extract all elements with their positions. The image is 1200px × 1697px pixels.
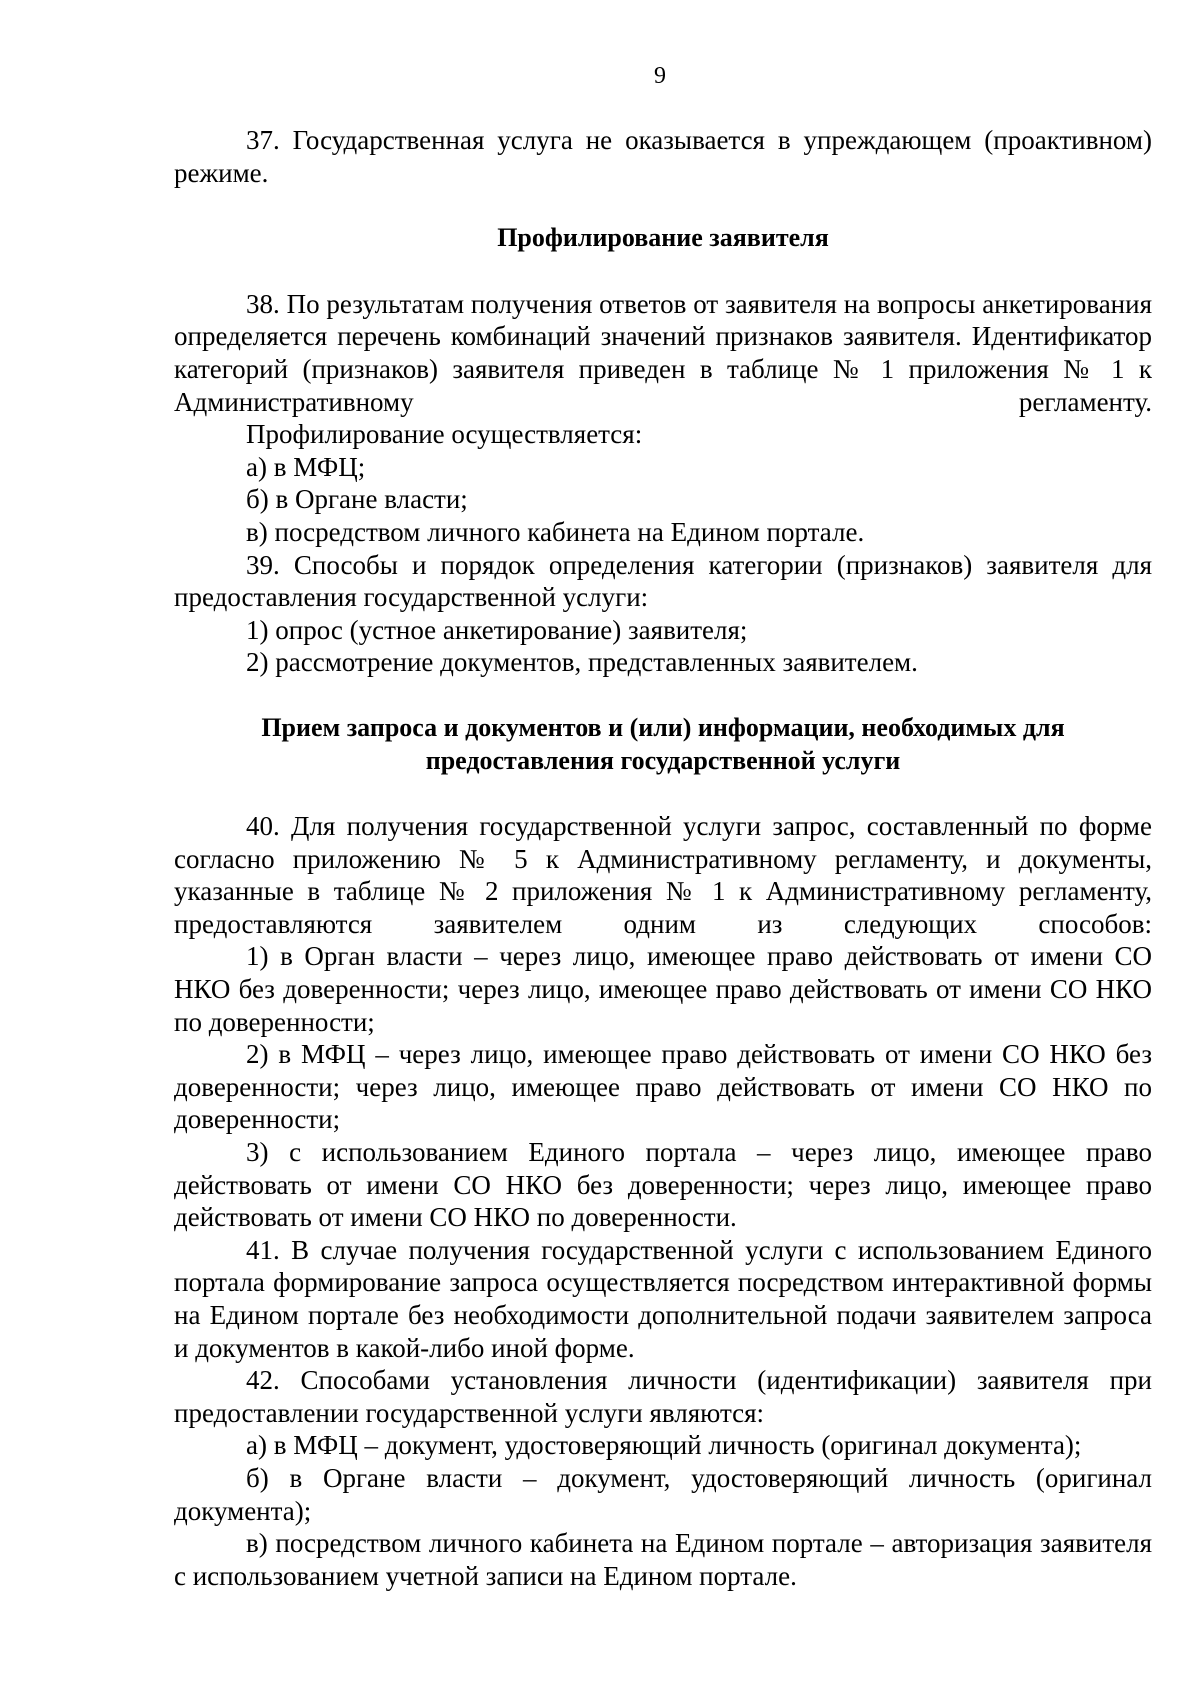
list-item-a-mfc: а) в МФЦ; bbox=[246, 451, 366, 482]
paragraph-39: 39. Способы и порядок определения категории (признаков) заявителя для предоставления государственной услуги: bbox=[174, 549, 1152, 613]
list-item-c-portal: в) посредством личного кабинета на Едином портале. bbox=[246, 516, 865, 547]
list-item-2-documents: 2) рассмотрение документов, представленных заявителем. bbox=[246, 647, 918, 678]
list-item-b-authority: б) в Органе власти; bbox=[246, 484, 468, 515]
paragraph-42: 42. Способами установления личности (идентификации) заявителя при предоставлении государственной услуги являются: bbox=[174, 1365, 1152, 1428]
paragraph-37: 37. Государственная услуга не оказывается в упреждающем (проактивном) режиме. bbox=[174, 125, 1152, 188]
list-item-42-c: в) посредством личного кабинета на Едином портале – авторизация заявителя с использованием учетной записи на Едином портале. bbox=[174, 1528, 1152, 1591]
paragraph-profiling-intro: Профилирование осуществляется: bbox=[246, 419, 643, 450]
section-heading-profiling: Профилирование заявителя bbox=[497, 223, 829, 253]
paragraph-38: 38. По результатам получения ответов от заявителя на вопросы анкетирования определяется перечень комбинаций значений признаков заявителя. Идентификатор категорий (признаков) заявителя приведен в таблице № 1 приложения № 1 к Административному регламенту. bbox=[174, 288, 1152, 417]
section-heading-request-line2: предоставления государственной услуги bbox=[425, 745, 901, 775]
list-item-42-b: б) в Органе власти – документ, удостоверяющий личность (оригинал документа); bbox=[174, 1462, 1152, 1526]
list-item-40-1: 1) в Орган власти – через лицо, имеющее право действовать от имени СО НКО без доверенности; через лицо, имеющее право действовать от имени СО НКО по доверенности; bbox=[174, 941, 1152, 1037]
list-item-1-survey: 1) опрос (устное анкетирование) заявителя; bbox=[246, 614, 748, 645]
section-heading-request bbox=[174, 712, 1152, 777]
paragraph-40: 40. Для получения государственной услуги запрос, составленный по форме согласно приложению № 5 к Административному регламенту, и документы, указанные в таблице № 2 приложения № 1 к Административному регламенту, предоставляются заявителем одним из следующих способов: bbox=[174, 811, 1152, 939]
list-item-40-3: 3) с использованием Единого портала – через лицо, имеющее право действовать от имени СО НКО без доверенности; через лицо, имеющее право действовать от имени СО НКО по доверенности. bbox=[174, 1137, 1152, 1233]
list-item-42-a: а) в МФЦ – документ, удостоверяющий личность (оригинал документа); bbox=[246, 1430, 1082, 1461]
section-heading-request-line1: Прием запроса и документов и (или) информации, необходимых для bbox=[261, 712, 1065, 742]
list-item-40-2: 2) в МФЦ – через лицо, имеющее право действовать от имени СО НКО без доверенности; через лицо, имеющее право действовать от имени СО НКО по доверенности; bbox=[174, 1039, 1152, 1135]
document-body bbox=[174, 124, 1152, 1592]
paragraph-41: 41. В случае получения государственной услуги с использованием Единого портала формирование запроса осуществляется посредством интерактивной формы на Едином портале без необходимости дополнительной подачи заявителем запроса и документов в какой-либо иной форме. bbox=[174, 1234, 1152, 1363]
page-number: 9 bbox=[654, 63, 666, 89]
